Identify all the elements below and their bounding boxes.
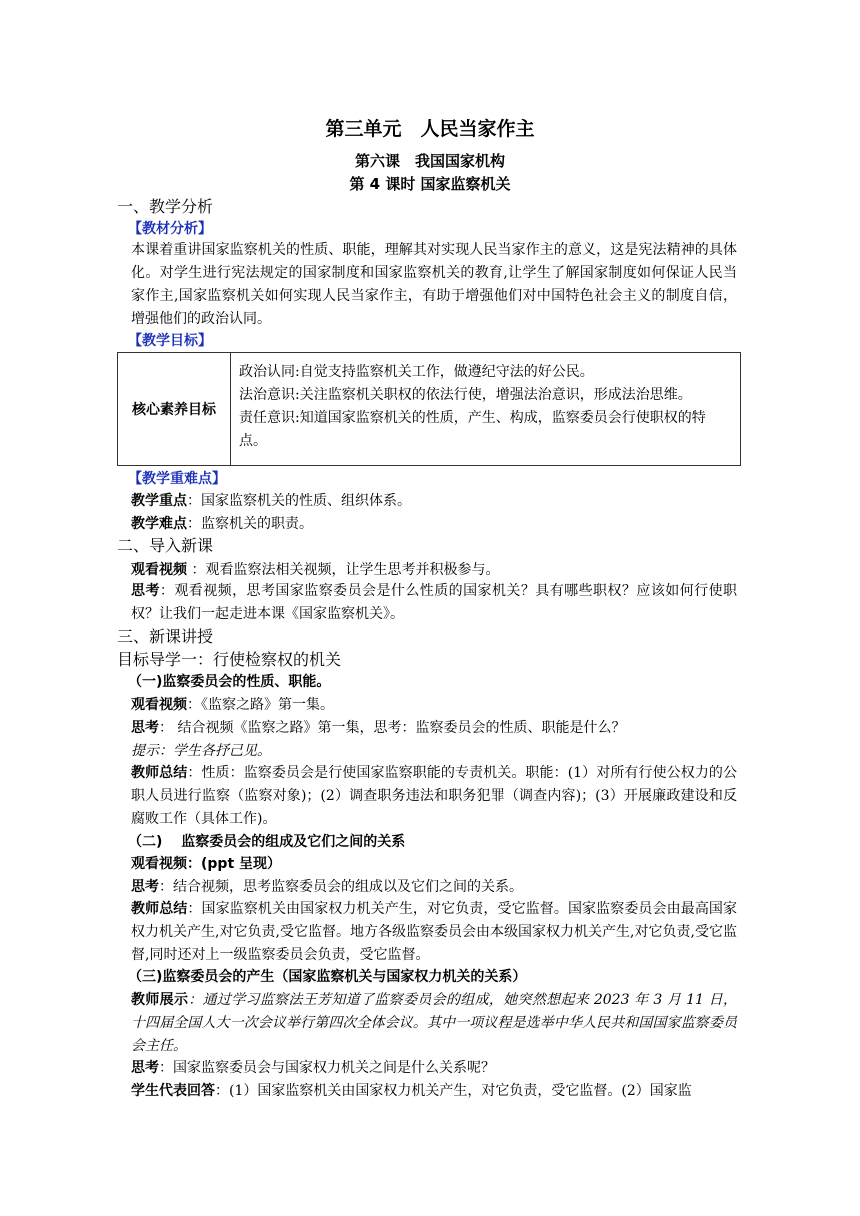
sub3-answer-line bbox=[131, 1080, 737, 1102]
intro-watch-label: 观看视频 bbox=[131, 562, 187, 578]
goal-label: 【教学目标】 bbox=[128, 333, 212, 349]
sub1-think-line bbox=[131, 717, 737, 739]
difficult-label: 教学难点 bbox=[131, 516, 187, 532]
sub1-summary-paragraph bbox=[131, 762, 737, 831]
sub1-think-text: ： 结合视频《监察之路》第一集，思考：监察委员会的性质、职能是什么？ bbox=[159, 720, 626, 736]
goal-table bbox=[117, 352, 741, 466]
goal-responsibility: 责任意识:知道国家监察机关的性质，产生、构成，监察委员会行使职权的特点。 bbox=[239, 410, 706, 449]
intro-think-label: 思考 bbox=[131, 583, 160, 599]
key-point-label: 教学重点 bbox=[131, 493, 187, 509]
sub2-think-line bbox=[131, 876, 737, 898]
intro-watch-text: ：观看监察法相关视频，让学生思考并积极参与。 bbox=[187, 562, 500, 578]
sub3-show-label: 教师展示 bbox=[131, 992, 189, 1008]
sub3-think-text: ：国家监察委员会与国家权力机关之间是什么关系呢？ bbox=[159, 1060, 495, 1076]
goal-cell-content bbox=[231, 353, 741, 466]
intro-watch-line bbox=[131, 559, 737, 581]
sub2-watch-label: 观看视频 bbox=[131, 856, 187, 872]
section-heading-new: 三、新课讲授 bbox=[117, 627, 214, 646]
sub2-think-label: 思考 bbox=[131, 879, 159, 895]
sub1-think-label: 思考 bbox=[131, 720, 159, 736]
section-heading-analysis: 一、教学分析 bbox=[117, 197, 214, 216]
key-point-line bbox=[131, 490, 737, 512]
key-label: 【教学重难点】 bbox=[128, 471, 226, 487]
sub2-summary-text: ：国家监察机关由国家权力机关产生，对它负责，受它监督。国家监察委员会由最高国家权力机关产生,对它负责,受它监督。地方各级监察委员会由本级国家权力机关产生,对它负责,受它监督,同时还对上一级监察委员会负责，受它监督。 bbox=[131, 901, 738, 963]
sub2-watch-text: ：(ppt 呈现） bbox=[187, 856, 282, 872]
sub3-answer-text: ：(1）国家监察机关由国家权力机关产生，对它负责，受它监督。(2）国家监 bbox=[215, 1083, 692, 1099]
sub1-watch-line bbox=[131, 694, 737, 716]
key-point-text: ：国家监察机关的性质、组织体系。 bbox=[187, 493, 411, 509]
sub3-answer-label: 学生代表回答 bbox=[131, 1083, 215, 1099]
sub3-show-paragraph bbox=[131, 989, 737, 1058]
period-title: 第 4 课时 国家监察机关 bbox=[349, 175, 511, 193]
material-label: 【教材分析】 bbox=[128, 221, 212, 237]
sub1-summary-label: 教师总结 bbox=[131, 765, 188, 781]
sub2-summary-label: 教师总结 bbox=[131, 901, 188, 917]
sub2-summary-paragraph bbox=[131, 898, 737, 967]
goal1-heading: 目标导学一：行使检察权的机关 bbox=[117, 650, 342, 669]
goal-cell-label: 核心素养目标 bbox=[118, 353, 231, 466]
sub1-watch-label: 观看视频 bbox=[131, 697, 187, 713]
sub2-heading: （二) 监察委员会的组成及它们之间的关系 bbox=[128, 834, 406, 850]
difficult-line bbox=[131, 513, 737, 535]
sub2-watch-line bbox=[131, 853, 737, 875]
lesson-title: 第六课 我国国家机构 bbox=[354, 152, 505, 170]
sub1-hint: 提示：学生各抒己见。 bbox=[131, 743, 271, 759]
difficult-text: ：监察机关的职责。 bbox=[187, 516, 313, 532]
sub1-summary-text: ：性质：监察委员会是行使国家监察职能的专责机关。职能：(1）对所有行使公权力的公职人员进行监察（监察对象)；(2）调查职务违法和职务犯罪（调查内容)；(3）开展廉政建设和反腐败工作（具体工作)。 bbox=[131, 765, 738, 827]
goal-political: 政治认同:自觉支持监察机关工作，做遵纪守法的好公民。 bbox=[239, 364, 594, 380]
intro-think-text: ：观看视频，思考国家监察委员会是什么性质的国家机关？具有哪些职权？应该如何行使职权？让我们一起走进本课《国家监察机关》。 bbox=[131, 583, 738, 622]
sub1-heading: （一)监察委员会的性质、职能。 bbox=[128, 674, 331, 690]
sub3-think-label: 思考 bbox=[131, 1060, 159, 1076]
sub3-show-text: ：通过学习监察法王芳知道了监察委员会的组成，她突然想起来 2023 年 3 月 11 日，十四届全国人大一次会议举行第四次全体会议。其中一项议程是选举中华人民共和国国家监察委员会主任。 bbox=[131, 992, 737, 1054]
sub3-heading: （三)监察委员会的产生（国家监察机关与国家权力机关的关系） bbox=[128, 969, 527, 985]
material-text: 本课着重讲国家监察机关的性质、职能，理解其对实现人民当家作主的意义，这是宪法精神的具体化。对学生进行宪法规定的国家制度和国家监察机关的教育,让学生了解国家制度如何保证人民当家作主,国家监察机关如何实现人民当家作主，有助于增强他们对中国特色社会主义的制度自信，增强他们的政治认同。 bbox=[131, 242, 737, 327]
sub3-think-line bbox=[131, 1057, 737, 1079]
section-heading-intro: 二、导入新课 bbox=[117, 536, 214, 555]
sub1-watch-text: ：《监察之路》第一集。 bbox=[187, 697, 334, 713]
unit-title: 第三单元 人民当家作主 bbox=[325, 118, 535, 140]
intro-think-paragraph bbox=[131, 580, 737, 626]
sub2-think-text: ：结合视频，思考监察委员会的组成以及它们之间的关系。 bbox=[159, 879, 523, 895]
material-paragraph bbox=[131, 239, 737, 331]
goal-law: 法治意识:关注监察机关职权的依法行使，增强法治意识，形成法治思维。 bbox=[239, 387, 692, 403]
